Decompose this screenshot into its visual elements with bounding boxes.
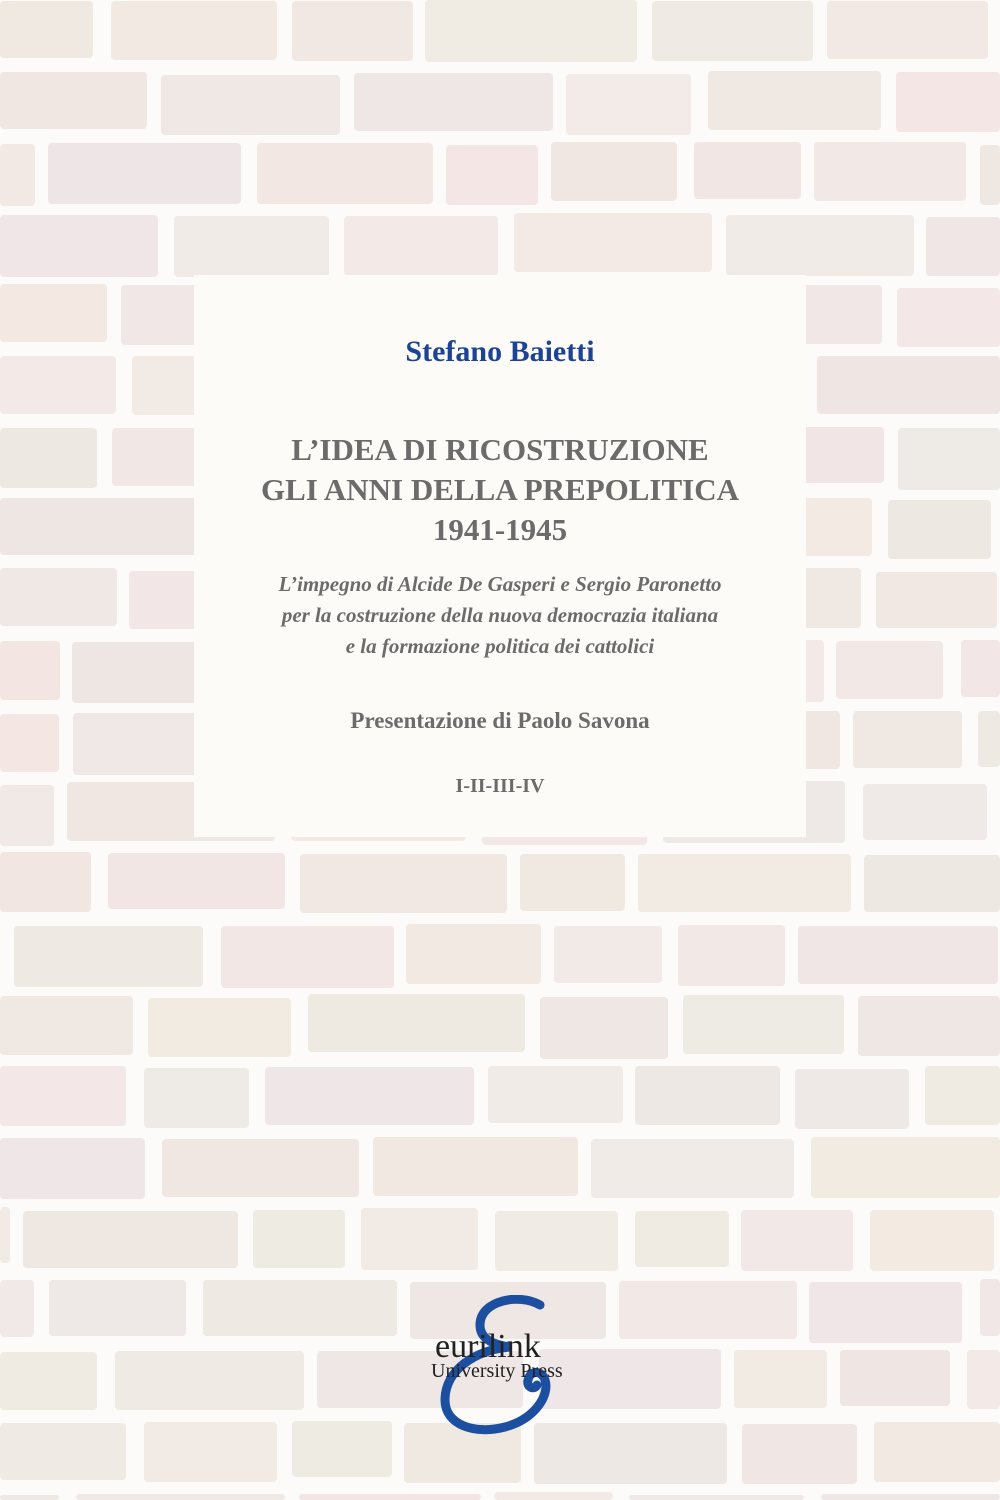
subtitle-line: e la formazione politica dei cattolici	[345, 634, 655, 658]
brick	[0, 1138, 145, 1199]
brick	[0, 1066, 126, 1126]
brick	[76, 1494, 286, 1500]
brick	[897, 288, 1000, 348]
brick	[635, 1211, 729, 1267]
brick	[488, 1066, 624, 1123]
brick	[821, 1494, 1000, 1500]
brick	[292, 1421, 392, 1478]
brick	[0, 785, 54, 846]
brick	[406, 924, 541, 983]
brick	[814, 142, 966, 200]
brick	[446, 145, 539, 204]
brick	[827, 1, 988, 59]
brick	[148, 998, 291, 1057]
brick	[373, 1137, 578, 1197]
brick	[425, 0, 637, 62]
brick	[967, 1350, 1000, 1409]
brick	[162, 1139, 359, 1197]
brick	[344, 216, 499, 276]
brick	[591, 1139, 793, 1198]
brick	[292, 1, 413, 61]
brick	[108, 853, 285, 909]
book-title	[194, 430, 806, 550]
brick	[619, 1281, 797, 1339]
brick	[888, 500, 991, 559]
brick	[863, 784, 987, 840]
brick	[798, 926, 997, 984]
title-line: GLI ANNI DELLA PREPOLITICA	[260, 472, 740, 507]
brick	[0, 996, 133, 1055]
brick	[0, 215, 158, 276]
brick	[652, 1, 814, 61]
brick	[203, 1280, 397, 1336]
author-name: Stefano Baietti	[405, 335, 595, 368]
brick	[726, 215, 914, 276]
brick	[694, 142, 802, 199]
brick	[554, 926, 662, 984]
brick	[23, 1211, 238, 1268]
brick	[811, 1137, 1000, 1198]
brick	[308, 994, 525, 1051]
brick	[14, 926, 203, 987]
brick	[0, 714, 59, 772]
brick	[144, 1422, 277, 1482]
brick	[638, 854, 851, 912]
brick	[361, 1208, 478, 1270]
brick	[174, 216, 329, 277]
brick	[876, 572, 997, 628]
brick	[980, 1279, 1000, 1336]
subtitle	[194, 569, 806, 662]
brick	[0, 568, 117, 626]
presentation-credit: Presentazione di Paolo Savona	[350, 708, 650, 733]
brick	[635, 1066, 779, 1125]
brick	[161, 75, 340, 135]
brick	[0, 1207, 10, 1263]
brick	[896, 72, 1000, 132]
title-panel	[194, 275, 806, 837]
publisher-logo	[425, 1295, 585, 1435]
subtitle-line: per la costruzione della nuova democrazia italiana	[281, 603, 719, 627]
brick	[0, 1280, 34, 1337]
brick	[111, 1, 278, 59]
brick	[0, 1, 93, 58]
brick	[566, 74, 691, 135]
brick	[809, 1282, 962, 1343]
brick	[629, 1495, 804, 1500]
volume-numbers: I-II-III-IV	[455, 775, 545, 797]
brick	[0, 498, 209, 555]
brick	[734, 1350, 827, 1408]
subtitle-line: L’impegno di Alcide De Gasperi e Sergio Paronetto	[278, 572, 722, 596]
brick	[742, 1424, 857, 1484]
brick	[221, 926, 394, 988]
title-years: 1941-1945	[432, 512, 568, 547]
brick	[265, 1067, 474, 1125]
brick	[0, 1352, 97, 1410]
brick	[741, 1210, 853, 1271]
brick	[354, 73, 553, 132]
brick	[551, 142, 677, 201]
brick	[300, 854, 507, 913]
brick	[253, 1210, 345, 1268]
brick	[520, 854, 625, 911]
title-line: L’IDEA DI RICOSTRUZIONE	[291, 432, 709, 467]
publisher-name: eurilink	[435, 1328, 541, 1365]
brick	[514, 213, 712, 272]
brick	[870, 1210, 994, 1271]
brick	[115, 1351, 304, 1409]
brick	[708, 71, 881, 130]
brick	[0, 1495, 59, 1500]
brick	[257, 143, 433, 204]
brick	[678, 925, 785, 986]
brick	[299, 1494, 482, 1500]
brick	[925, 1066, 1000, 1126]
brick	[495, 1211, 618, 1271]
brick	[926, 217, 1000, 276]
brick	[817, 356, 1000, 414]
brick	[853, 711, 962, 768]
brick	[0, 144, 35, 206]
brick	[48, 143, 241, 204]
publisher-tagline: University Press	[431, 1360, 563, 1382]
brick	[0, 641, 60, 701]
brick	[836, 641, 943, 699]
brick	[898, 428, 1000, 490]
brick	[840, 1350, 951, 1407]
brick	[795, 1069, 909, 1129]
brick	[0, 428, 97, 488]
brick	[978, 711, 1000, 767]
brick	[961, 640, 1000, 697]
brick	[980, 145, 1000, 205]
brick	[0, 356, 116, 414]
brick	[144, 1068, 249, 1128]
brick	[683, 995, 844, 1054]
brick	[0, 852, 91, 912]
brick	[49, 1280, 186, 1337]
brick	[0, 284, 107, 342]
brick	[0, 1423, 126, 1480]
brick	[858, 996, 1000, 1056]
brick	[874, 1422, 1000, 1482]
brick	[494, 1492, 613, 1500]
brick	[540, 997, 668, 1059]
brick	[864, 855, 1000, 911]
brick	[0, 72, 147, 129]
